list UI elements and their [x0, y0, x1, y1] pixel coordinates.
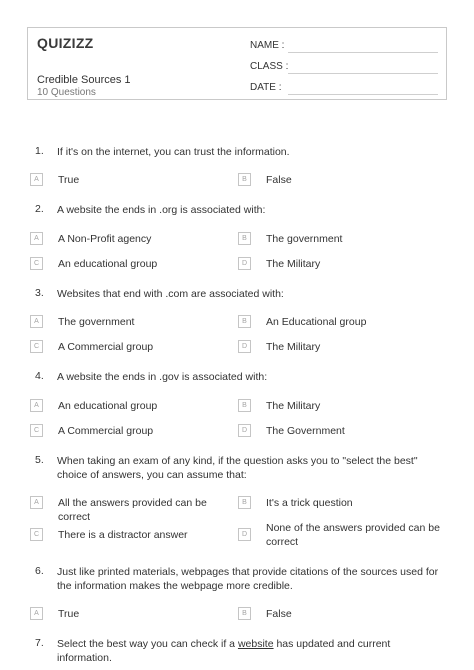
question-number: 3.: [35, 287, 44, 299]
option-letter-box: D: [238, 528, 251, 541]
option-letter-box: B: [238, 399, 251, 412]
question-text: When taking an exam of any kind, if the question asks you to "select the best" choice of answers, you can assume that:: [57, 455, 418, 481]
question-text: Just like printed materials, webpages that provide citations of the sources used for the information makes the webpage more credible.: [57, 566, 439, 592]
option-text: The Military: [266, 400, 321, 412]
option-text: An Educational group: [266, 316, 367, 328]
option-text: The Military: [266, 341, 321, 353]
option-text: False: [266, 174, 292, 186]
question-number: 5.: [35, 454, 44, 466]
option-text: A Non-Profit agency: [58, 233, 152, 245]
option-letter-box: B: [238, 315, 251, 328]
date-line[interactable]: [288, 94, 438, 95]
option-letter-box: B: [238, 607, 251, 620]
question-text-after: has updated and current information.: [57, 638, 391, 664]
name-field[interactable]: [250, 40, 440, 56]
option-letter-box: C: [30, 340, 43, 353]
question-number: 6.: [35, 565, 44, 577]
class-label: CLASS :: [250, 61, 289, 72]
question-text: If it's on the internet, you can trust the information.: [57, 146, 290, 158]
question-number: 7.: [35, 637, 44, 649]
question-number: 2.: [35, 203, 44, 215]
option-letter-box: D: [238, 340, 251, 353]
website-link[interactable]: website: [237, 638, 274, 650]
option-letter-box: A: [30, 173, 43, 186]
option-text: There is a distractor answer: [58, 529, 188, 541]
option-text: The government: [58, 316, 135, 328]
option-text: A Commercial group: [58, 341, 154, 353]
worksheet-title: Credible Sources 1: [37, 74, 131, 86]
option-text: It's a trick question: [266, 497, 353, 509]
worksheet-header: [27, 27, 447, 100]
date-field[interactable]: [250, 82, 440, 98]
class-line[interactable]: [288, 73, 438, 74]
option-text: An educational group: [58, 400, 158, 412]
class-field[interactable]: [250, 61, 440, 77]
option-text: False: [266, 608, 292, 620]
option-letter-box: B: [238, 173, 251, 186]
name-line[interactable]: [288, 52, 438, 53]
question-text: A website the ends in .org is associated with:: [57, 204, 266, 216]
option-letter-box: A: [30, 607, 43, 620]
option-text: The Military: [266, 258, 321, 270]
question-text-before: Select the best way you can check if a: [57, 638, 238, 650]
option-text: All the answers provided can be correct: [58, 497, 207, 523]
option-text: True: [58, 608, 80, 620]
option-letter-box: A: [30, 496, 43, 509]
question-text: Websites that end with .com are associated with:: [57, 288, 284, 300]
option-text: None of the answers provided can be correct: [266, 522, 440, 548]
question-number: 4.: [35, 370, 44, 382]
quizizz-logo: QUIZIZZ: [37, 35, 94, 51]
option-text: The Government: [266, 425, 345, 437]
option-letter-box: A: [30, 399, 43, 412]
option-text: An educational group: [58, 258, 158, 270]
option-letter-box: D: [238, 257, 251, 270]
option-text: True: [58, 174, 80, 186]
option-letter-box: B: [238, 496, 251, 509]
option-text: The government: [266, 233, 343, 245]
question-text: [57, 637, 447, 665]
option-letter-box: C: [30, 528, 43, 541]
option-letter-box: C: [30, 257, 43, 270]
option-letter-box: A: [30, 315, 43, 328]
question-number: 1.: [35, 145, 44, 157]
question-count: 10 Questions: [37, 87, 96, 98]
question-text: A website the ends in .gov is associated with:: [57, 371, 268, 383]
option-letter-box: B: [238, 232, 251, 245]
option-letter-box: C: [30, 424, 43, 437]
option-letter-box: D: [238, 424, 251, 437]
date-label: DATE :: [250, 82, 282, 93]
option-letter-box: A: [30, 232, 43, 245]
name-label: NAME :: [250, 40, 285, 51]
option-text: A Commercial group: [58, 425, 154, 437]
